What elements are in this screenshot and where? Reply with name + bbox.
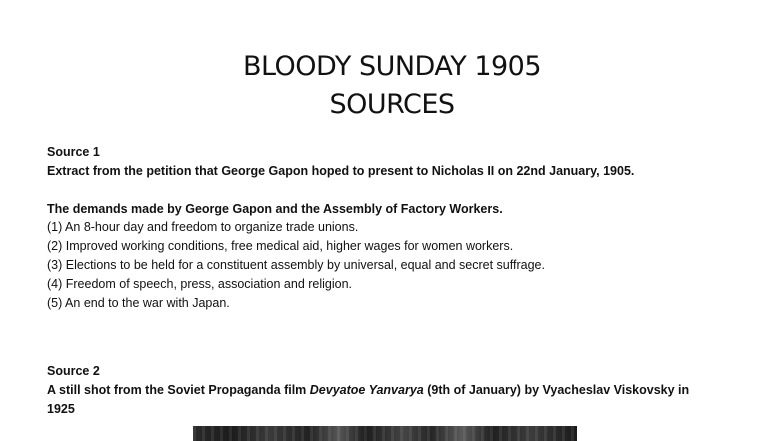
page-title-line-2: SOURCES xyxy=(329,89,455,120)
film-still-image xyxy=(193,426,577,441)
demands-heading: The demands made by George Gapon and the Assembly of Factory Workers. xyxy=(47,202,503,216)
source-1-description: Extract from the petition that George Gapon hoped to present to Nicholas II on 22nd January, 1905. xyxy=(47,164,635,178)
page-title-line-1: BLOODY SUNDAY 1905 xyxy=(242,51,542,82)
source-1-heading: Source 1 xyxy=(47,145,100,159)
source-2-description-prefix: A still shot from the Soviet Propaganda film xyxy=(47,383,310,397)
source-2-description xyxy=(47,382,689,398)
demand-item: (3) Elections to be held for a constituent assembly by universal, equal and secret suffrage. xyxy=(47,258,545,272)
demand-item: (1) An 8-hour day and freedom to organize trade unions. xyxy=(47,220,359,234)
demand-item: (5) An end to the war with Japan. xyxy=(47,296,230,310)
film-title: Devyatoe Yanvarya xyxy=(309,383,424,397)
source-2-heading: Source 2 xyxy=(47,364,100,378)
source-2-description-line-2: 1925 xyxy=(47,402,75,416)
demand-item: (2) Improved working conditions, free medical aid, higher wages for women workers. xyxy=(47,239,514,253)
demand-item: (4) Freedom of speech, press, association and religion. xyxy=(47,277,353,291)
source-2-description-suffix: (9th of January) by Vyacheslav Viskovsky in xyxy=(423,383,690,397)
